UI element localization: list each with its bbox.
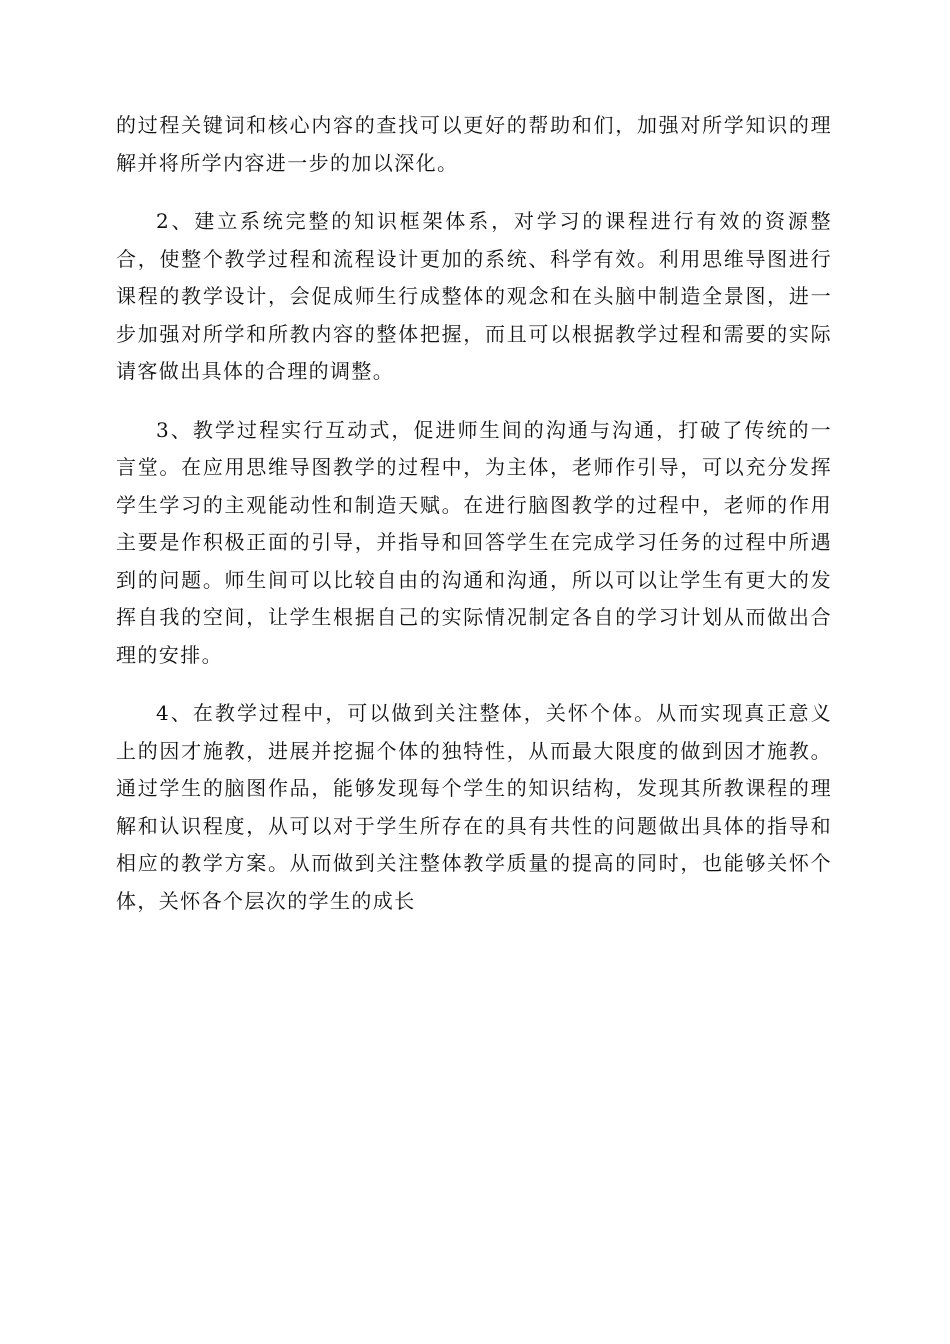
document-body <box>116 107 832 941</box>
paragraph-point-2: 2、建立系统完整的知识框架体系，对学习的课程进行有效的资源整合，使整个教学过程和流程设计更加的系统、科学有效。利用思维导图进行课程的教学设计，会促成师生行成整体的观念和在头脑中制造全景图，进一步加强对所学和所教内容的整体把握，而且可以根据教学过程和需要的实际请客做出具体的合理的调整。 <box>116 209 832 383</box>
paragraph-continuation: 的过程关键词和核心内容的查找可以更好的帮助和们，加强对所学知识的理解并将所学内容进一步的加以深化。 <box>116 113 832 175</box>
paragraph-point-4: 4、在教学过程中，可以做到关注整体，关怀个体。从而实现真正意义上的因才施教，进展并挖掘个体的独特性，从而最大限度的做到因才施教。通过学生的脑图作品，能够发现每个学生的知识结构，发现其所教课程的理解和认识程度，从可以对于学生所存在的具有共性的问题做出具体的指导和相应的教学方案。从而做到关注整体教学质量的提高的同时，也能够关怀个体，关怀各个层次的学生的成长 <box>116 701 832 913</box>
paragraph-point-3: 3、教学过程实行互动式，促进师生间的沟通与沟通，打破了传统的一言堂。在应用思维导图教学的过程中，为主体，老师作引导，可以充分发挥学生学习的主观能动性和制造天赋。在进行脑图教学的过程中，老师的作用主要是作积极正面的引导，并指导和回答学生在完成学习任务的过程中所遇到的问题。师生间可以比较自由的沟通和沟通，所以可以让学生有更大的发挥自我的空间，让学生根据自己的实际情况制定各自的学习计划从而做出合理的安排。 <box>116 417 832 667</box>
